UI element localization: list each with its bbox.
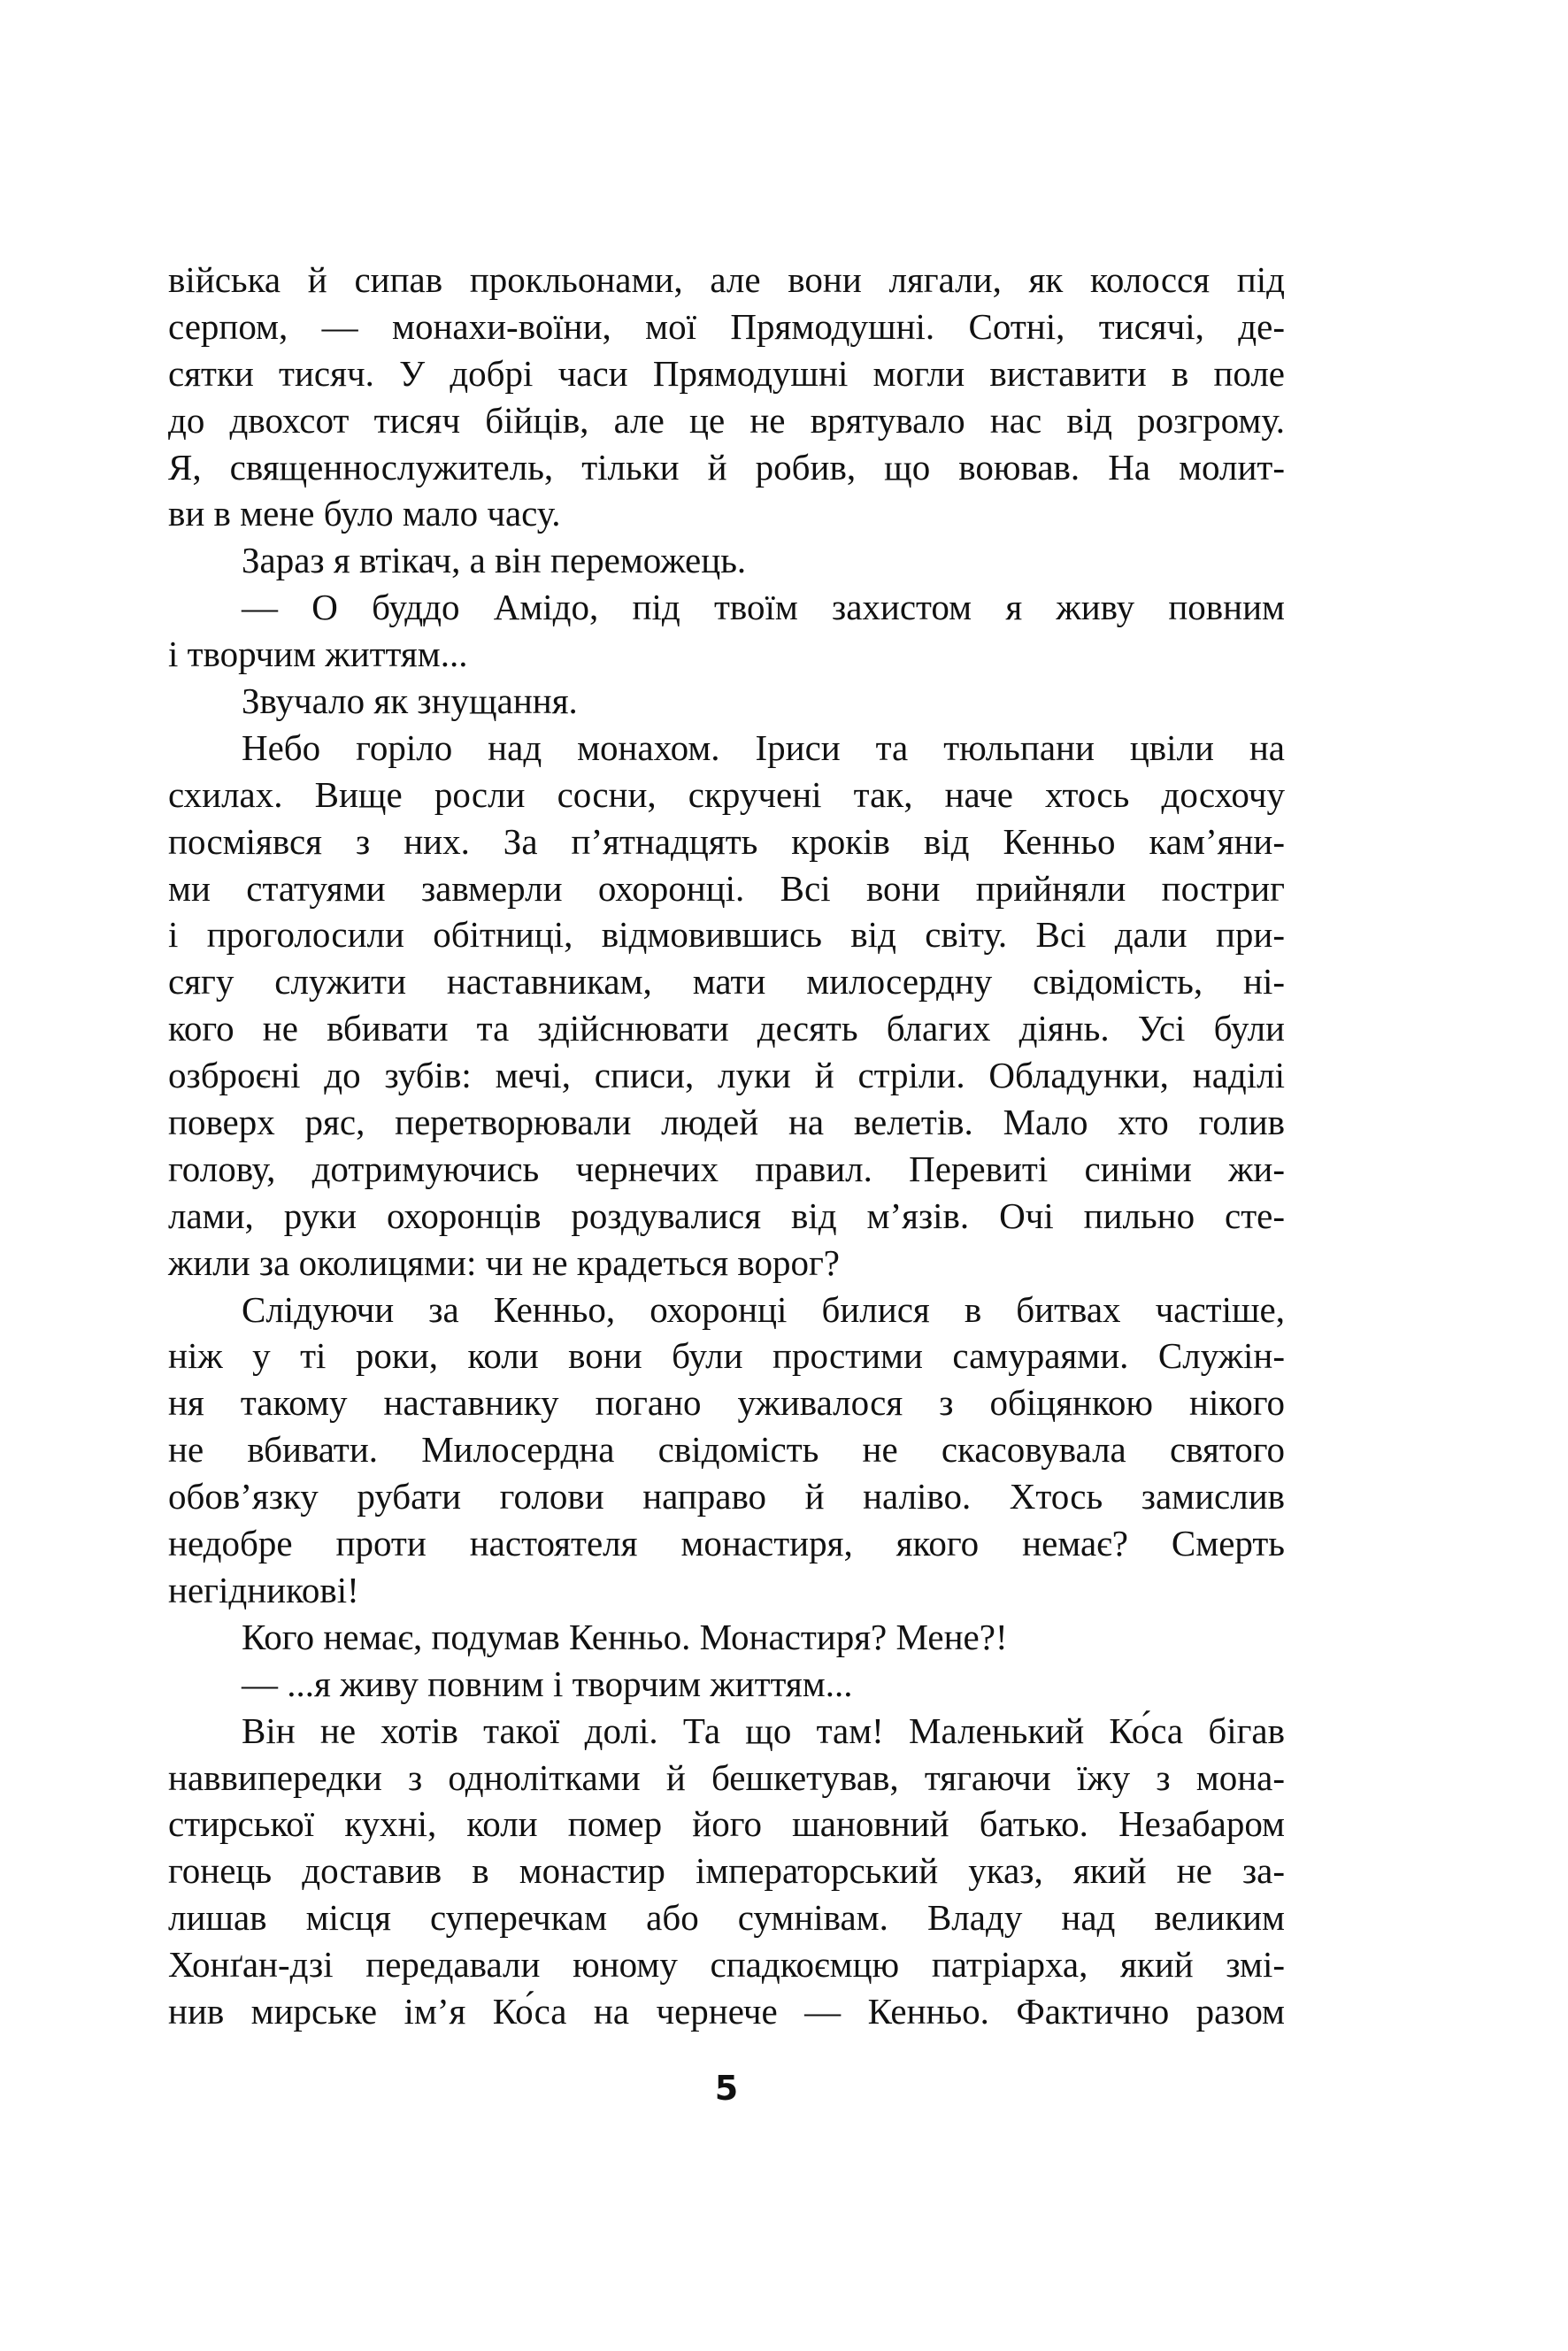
text-line: ніж у ті роки, коли вони були простими самураями. Служін- — [168, 1335, 1285, 1377]
paragraph — [168, 1287, 1285, 1614]
paragraph — [168, 257, 1285, 537]
text-line: Кого немає, подумав Кенньо. Монастиря? Мене?! — [242, 1616, 1008, 1657]
text-line: ня такому наставнику погано уживалося з обіцянкою нікого — [168, 1382, 1285, 1424]
text-line: Слідуючи за Кенньо, охоронці билися в битвах частіше, — [242, 1288, 1285, 1330]
text-line: голову, дотримуючись чернечих правил. Перевиті синіми жи- — [168, 1148, 1285, 1189]
paragraph — [168, 1661, 1285, 1708]
text-line: Він не хотів такої долі. Та що там! Маленький Ко́са бігав — [242, 1709, 1285, 1751]
text-line: жили за околицями: чи не крадеться ворог? — [168, 1241, 840, 1283]
text-line: до двохсот тисяч бійців, але це не врятувало нас від розгрому. — [168, 399, 1285, 441]
text-line: поверх ряс, перетворювали людей на велетів. Мало хто голив — [168, 1102, 1285, 1143]
text-line: негідникові! — [168, 1569, 359, 1610]
text-line: схилах. Вище росли сосни, скручені так, наче хтось досхочу — [168, 773, 1285, 815]
text-line: сягу служити наставникам, мати милосердну свідомість, ні- — [168, 961, 1285, 1003]
text-line: Звучало як знущання. — [242, 680, 578, 722]
paragraph — [168, 584, 1285, 678]
text-line: ви в мене було мало часу. — [168, 493, 561, 534]
text-line: лами, руки охоронців роздувалися від м’язів. Очі пильно сте- — [168, 1195, 1285, 1236]
text-line: недобре проти настоятеля монастиря, якого немає? Смерть — [168, 1523, 1285, 1564]
paragraph — [168, 537, 1285, 584]
text-line: Зараз я втікач, а він переможець. — [242, 540, 747, 581]
text-line: війська й сипав прокльонами, але вони лягали, як колосся під — [168, 259, 1285, 300]
text-line: сятки тисяч. У добрі часи Прямодушні могли виставити в поле — [168, 352, 1285, 394]
text-line: обов’язку рубати голови направо й наліво. Хтось замислив — [168, 1476, 1285, 1517]
paragraph — [168, 1614, 1285, 1661]
text-line: і проголосили обітниці, відмовившись від світу. Всі дали при- — [168, 914, 1285, 956]
text-line: не вбивати. Милосердна свідомість не скасовувала святого — [168, 1429, 1285, 1471]
text-line: посміявся з них. За п’ятнадцять кроків від Кенньо кам’яни- — [168, 820, 1285, 862]
text-line: Небо горіло над монахом. Іриси та тюльпани цвіли на — [242, 726, 1285, 768]
text-line: нив мирське ім’я Ко́са на чернече — Кенньо. Фактично разом — [168, 1990, 1285, 2032]
text-line: гонець доставив в монастир імператорський указ, який не за- — [168, 1850, 1285, 1892]
page-number: 5 — [714, 2069, 739, 2108]
text-line: — О буддо Амідо, під твоїм захистом я живу повним — [242, 587, 1285, 628]
text-line: лишав місця суперечкам або сумнівам. Владу над великим — [168, 1897, 1285, 1939]
paragraph — [168, 678, 1285, 725]
text-line: — ...я живу повним і творчим життям... — [242, 1663, 853, 1704]
text-line: і творчим життям... — [168, 634, 468, 675]
text-line: ми статуями завмерли охоронці. Всі вони прийняли постриг — [168, 867, 1285, 909]
text-line: озброєні до зубів: мечі, списи, луки й стріли. Обладунки, наділі — [168, 1055, 1285, 1096]
body-text — [168, 257, 1285, 2035]
text-line: Хонґан-дзі передавали юному спадкоємцю патріарха, який змі- — [168, 1944, 1285, 1986]
paragraph — [168, 1708, 1285, 2035]
text-line: Я, священнослужитель, тільки й робив, що воював. На молит- — [168, 446, 1285, 488]
text-line: серпом, — монахи-воїни, мої Прямодушні. Сотні, тисячі, де- — [168, 305, 1285, 347]
text-line: кого не вбивати та здійснювати десять благих діянь. Усі були — [168, 1008, 1285, 1049]
paragraph — [168, 725, 1285, 1287]
text-line: наввипередки з однолітками й бешкетував, тягаючи їжу з мона- — [168, 1756, 1285, 1798]
text-line: стирської кухні, коли помер його шановний батько. Незабаром — [168, 1803, 1285, 1845]
